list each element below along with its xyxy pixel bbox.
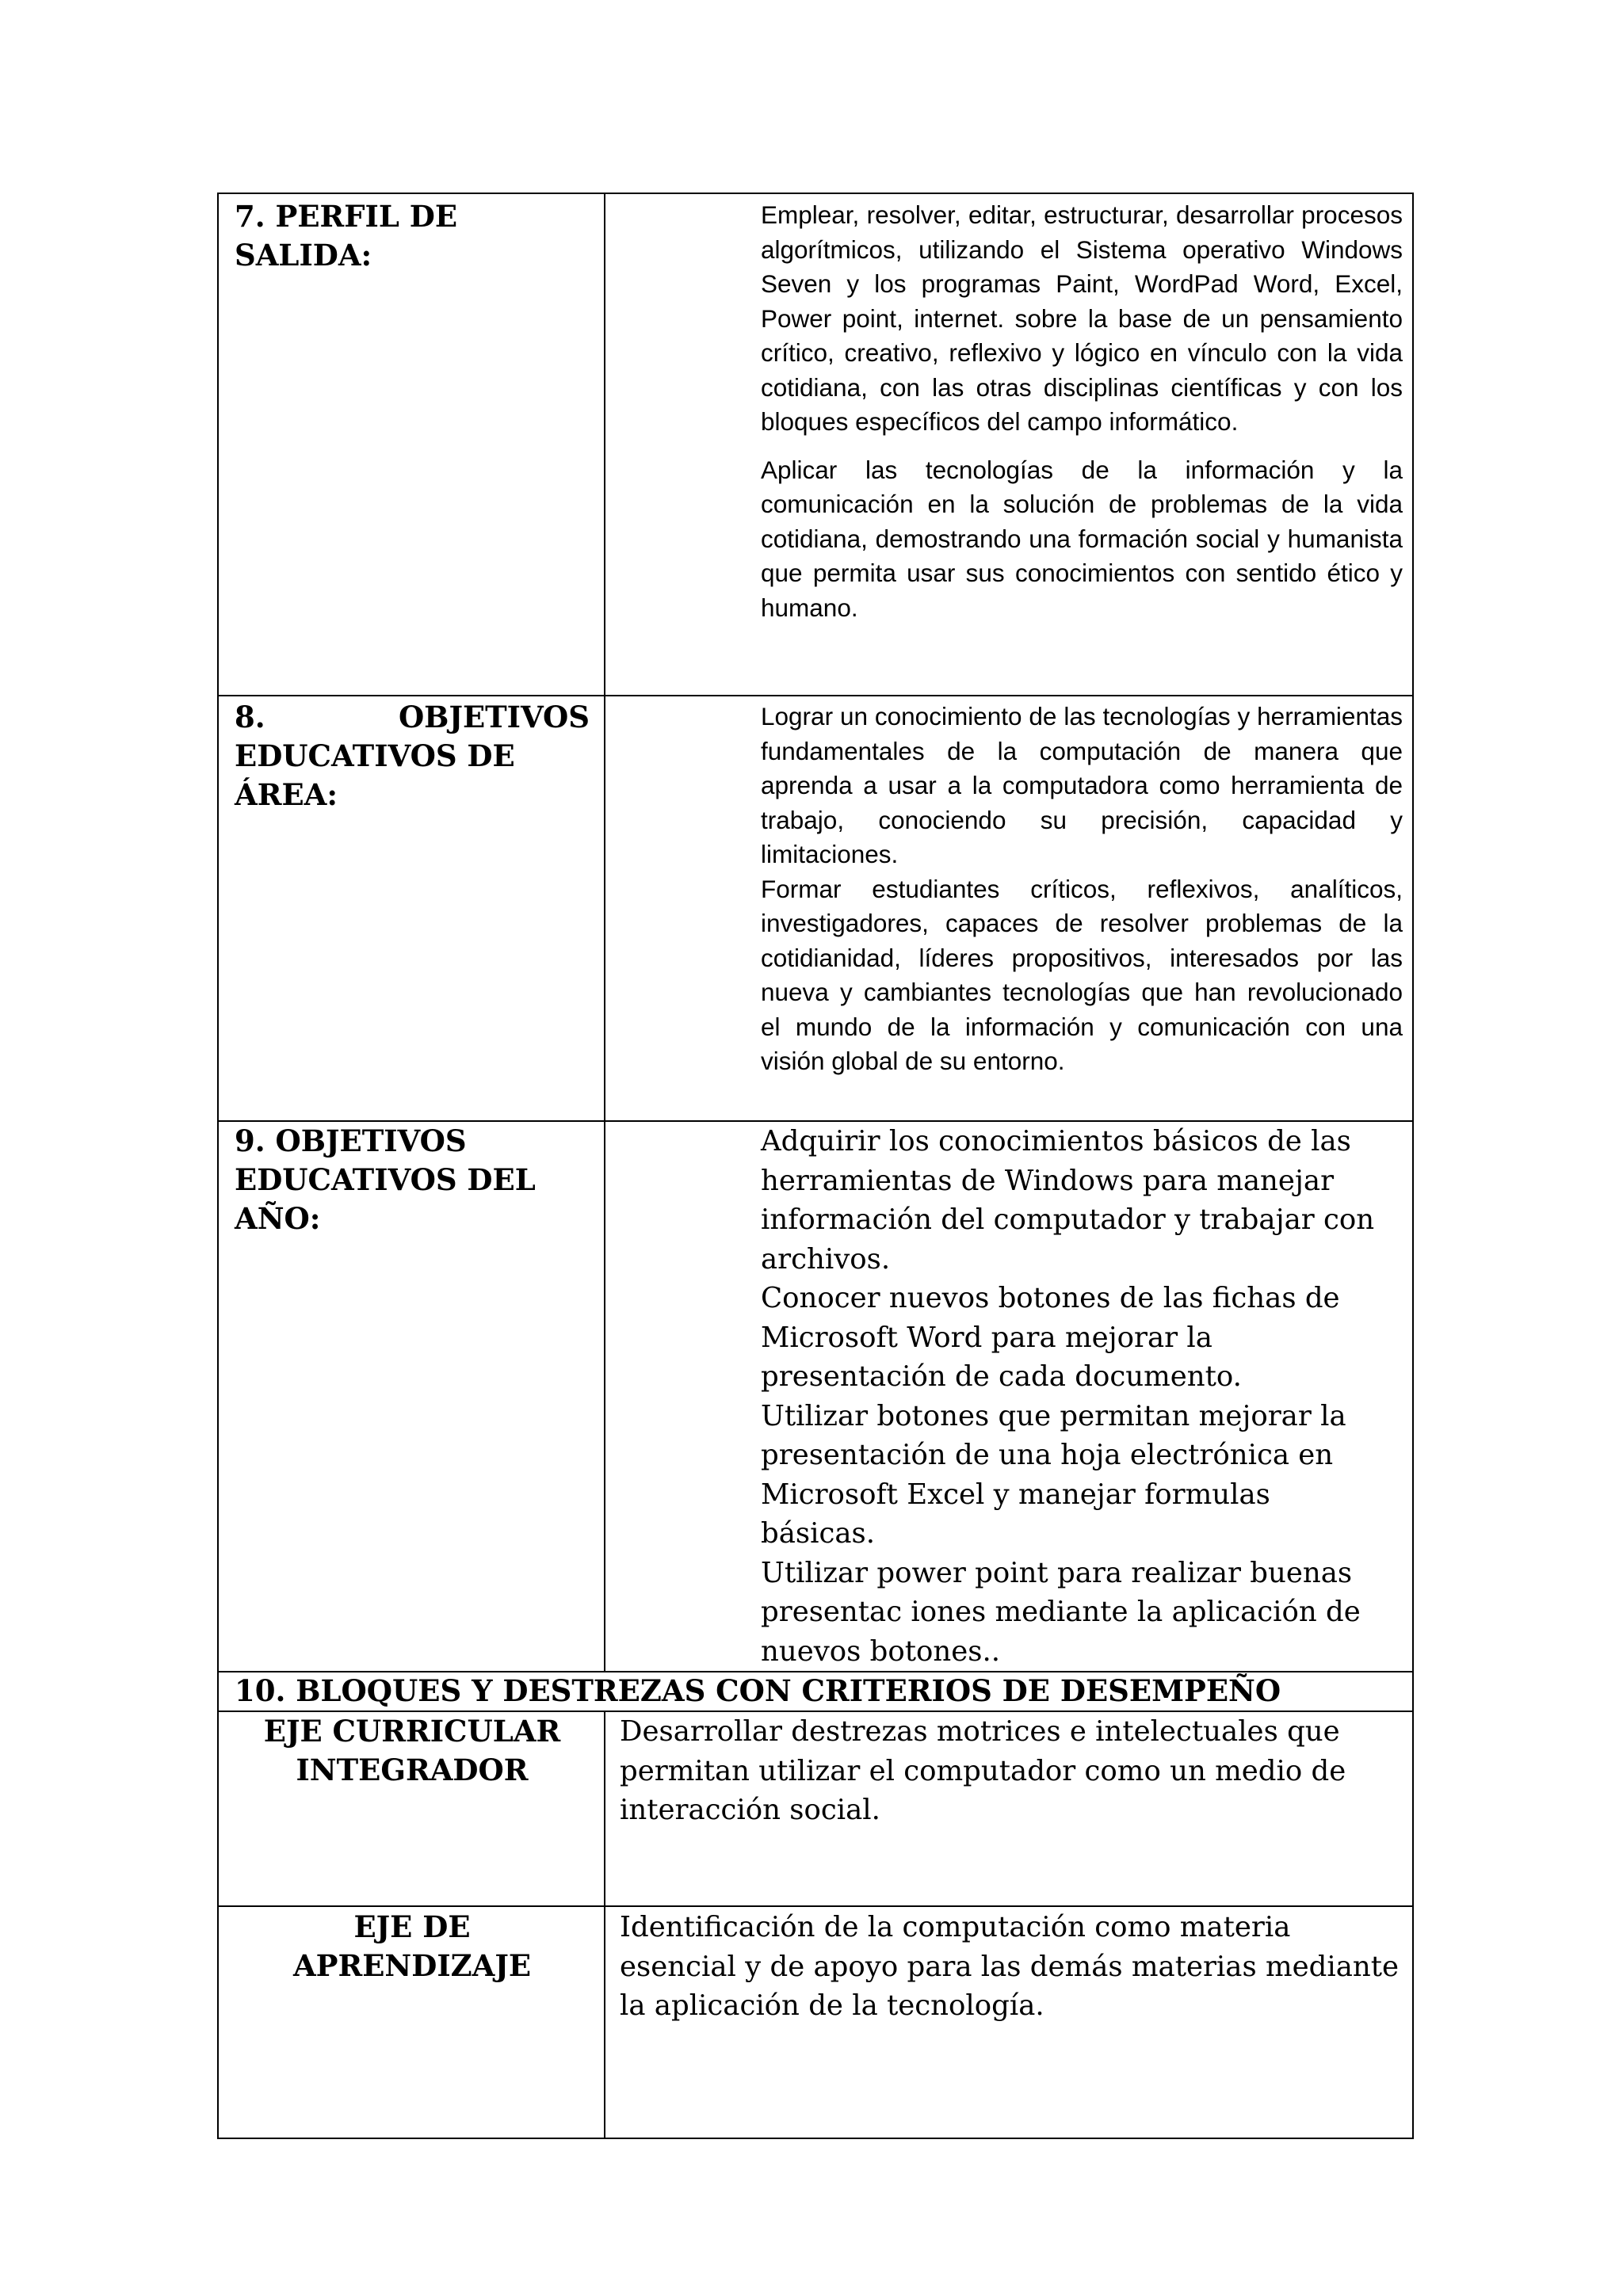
curriculum-table [217,193,1414,2139]
row-objetivos-area [218,696,1413,1121]
eje-curricular-label-cell [218,1711,605,1906]
bloques-heading: 10. BLOQUES Y DESTREZAS CON CRITERIOS DE DESEMPEÑO [235,1673,1281,1708]
objetivos-area-label-number: 8. [235,700,265,734]
row-eje-aprendizaje [218,1906,1413,2138]
perfil-label: 7. PERFIL DE SALIDA: [235,199,458,273]
objetivos-anio-paragraph-3: Utilizar botones que permitan mejorar la presentación de una hoja electrónica en Microsoft Excel y manejar formulas básicas. [761,1399,1346,1550]
row-perfil-de-salida [218,193,1413,696]
objetivos-area-label-word: OBJETIVOS [398,700,590,734]
objetivos-anio-paragraph-2: Conocer nuevos botones de las fichas de Microsoft Word para mejorar la presentación de cada documento. [761,1282,1340,1393]
eje-curricular-label-line2: INTEGRADOR [296,1753,529,1787]
eje-curricular-text: Desarrollar destrezas motrices e intelectuales que permitan utilizar el computador como un medio de interacción social. [620,1715,1346,1826]
perfil-paragraph-1: Emplear, resolver, editar, estructurar, desarrollar procesos algorítmicos, utilizando el Sistema operativo Windows Seven y los programas Paint, WordPad Word, Excel, Power point, internet. sobre la base de un pensamiento crítico, creativo, reflexivo y lógico en vínculo con la vida cotidiana, con las otras disciplinas científicas y con los bloques específicos del campo informático. [761,200,1403,436]
bloques-heading-cell [218,1672,1413,1711]
perfil-label-cell [218,193,605,696]
objetivos-area-paragraph-1: Lograr un conocimiento de las tecnologías y herramientas fundamentales de la computación de manera que aprenda a usar a la computadora como herramienta de trabajo, conociendo su precisión, capacidad y limitaciones. [761,702,1403,868]
row-eje-curricular [218,1711,1413,1906]
objetivos-anio-paragraph-1: Adquirir los conocimientos básicos de las herramientas de Windows para manejar información del computador y trabajar con archivos. [761,1125,1375,1276]
objetivos-anio-content-cell [605,1121,1413,1672]
eje-curricular-content-cell [605,1711,1413,1906]
objetivos-anio-label-cell [218,1121,605,1672]
eje-aprendizaje-content-cell [605,1906,1413,2138]
objetivos-area-paragraph-2: Formar estudiantes críticos, reflexivos, analíticos, investigadores, capaces de resolver problemas de la cotidianidad, líderes propositivos, interesados por las nueva y cambiantes tecnologías que han revolucionado el mundo de la información y comunicación con una visión global de su entorno. [761,874,1403,1075]
objetivos-anio-label-line1: 9. OBJETIVOS [235,1123,467,1158]
eje-aprendizaje-label-cell [218,1906,605,2138]
eje-aprendizaje-text: Identificación de la computación como materia esencial y de apoyo para las demás materias mediante la aplicación de la tecnología. [620,1911,1400,2022]
row-bloques-heading [218,1672,1413,1711]
eje-aprendizaje-label: EJE DE APRENDIZAJE [292,1909,532,1983]
objetivos-anio-paragraph-4: Utilizar power point para realizar buenas presentac iones mediante la aplicación de nuevos botones.. [761,1556,1361,1668]
objetivos-area-content-cell [605,696,1413,1121]
eje-curricular-label-line1: EJE CURRICULAR [263,1714,561,1749]
perfil-content-cell [605,193,1413,696]
objetivos-area-label-line2: EDUCATIVOS DE ÁREA: [235,738,515,812]
perfil-paragraph-2: Aplicar las tecnologías de la información y la comunicación en la solución de problemas de la vida cotidiana, demostrando una formación social y humanista que permita usar sus conocimientos con sentido ético y humano. [761,455,1403,622]
row-objetivos-anio [218,1121,1413,1672]
objetivos-anio-label-line2: EDUCATIVOS DEL AÑO: [235,1162,536,1236]
objetivos-area-label-cell [218,696,605,1121]
